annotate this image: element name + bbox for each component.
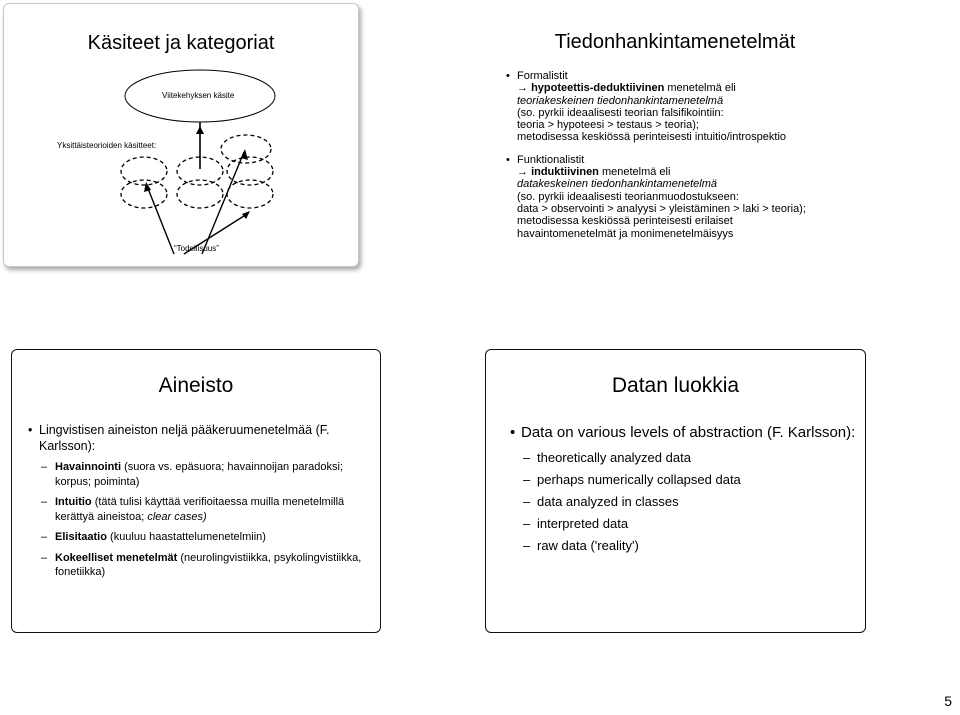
slide-methods <box>484 3 866 290</box>
method-name: induktiivinen <box>531 166 599 179</box>
dash-icon: – <box>523 450 531 465</box>
intro-text: Lingvistisen aineiston neljä pääkeruumenetelmää (F. Karlsson): <box>39 423 330 453</box>
list-item <box>26 530 376 545</box>
item-text: theoretically analyzed data <box>537 450 691 465</box>
dash-icon: – <box>523 472 531 487</box>
text-line: (so. pyrkii ideaalisesti teorianmuodostukseen: <box>517 190 739 203</box>
dash-icon: – <box>41 461 48 473</box>
list-item <box>26 495 376 524</box>
concept-ellipse-1 <box>121 157 167 185</box>
bullet-icon: • <box>506 70 510 82</box>
list-item <box>508 494 858 510</box>
item-bold: Intuitio <box>55 496 92 508</box>
list-item <box>508 472 858 488</box>
method-name: hypoteettis-deduktiivinen <box>531 82 665 95</box>
item-text: data analyzed in classes <box>537 494 679 509</box>
bullet-icon: • <box>28 423 33 437</box>
slide-body <box>26 422 376 580</box>
slide-title: Käsiteet ja kategoriat <box>87 32 275 54</box>
concept-ellipse-6 <box>177 180 223 208</box>
bullet-head: Formalistit <box>517 70 568 82</box>
arrow-reality-2 <box>147 186 174 254</box>
dash-icon: – <box>523 516 531 531</box>
text-line: havaintomenetelmät ja monimenetelmäisyys <box>517 227 734 240</box>
item-text: perhaps numerically collapsed data <box>537 472 741 487</box>
slide-title: Aineisto <box>158 374 234 397</box>
slide-concepts <box>3 3 359 267</box>
dash-icon: – <box>41 496 48 508</box>
item-rest: (kuuluu haastattelumenetelmiin) <box>106 531 266 543</box>
slide-body <box>508 424 858 554</box>
slide-data-classes <box>485 349 866 633</box>
method-rest: menetelmä eli <box>664 82 736 95</box>
item-rest: (neurolingvistiikka, psykolingvistiikka, fonetiikka) <box>55 551 362 578</box>
bullet-formalists <box>504 70 854 144</box>
bullet-intro <box>26 422 376 454</box>
list-item <box>508 538 858 554</box>
list-item <box>508 450 858 466</box>
text-line: (so. pyrkii ideaalisesti teorian falsifikointiin: <box>517 106 724 119</box>
dash-icon: – <box>41 551 48 564</box>
item-rest: (tätä tulisi käyttää verifioitaessa muilla menetelmillä kerättyä aineistoa; <box>55 496 345 523</box>
item-bold: Kokeelliset menetelmät <box>55 551 178 564</box>
item-bold: Havainnointi <box>55 461 122 473</box>
concept-ellipse-5 <box>121 180 167 208</box>
reality-label: “Todellisuus” <box>174 244 219 253</box>
list-item <box>26 551 376 580</box>
method-italic: datakeskeinen tiedonhankintamenetelmä <box>517 178 717 191</box>
slide-title: Tiedonhankintamenetelmät <box>554 31 796 53</box>
bullet-icon: • <box>506 153 510 166</box>
text-line: metodisessa keskiössä perinteisesti intuitio/introspektio <box>517 131 787 144</box>
item-text: interpreted data <box>537 516 629 531</box>
concept-ellipse-7 <box>227 180 273 208</box>
page-number: 5 <box>944 693 952 709</box>
slide-material <box>11 349 381 633</box>
slide-title: Datan luokkia <box>611 374 740 397</box>
list-item <box>26 460 376 489</box>
text-line: metodisessa keskiössä perinteisesti erilaiset <box>517 215 733 228</box>
bullet-head: Funktionalistit <box>517 153 585 166</box>
method-italic: teoriakeskeinen tiedonhankintamenetelmä <box>517 94 724 107</box>
arrow-icon: → <box>517 166 528 179</box>
text-line: teoria > hypoteesi > testaus > teoria); <box>517 119 699 132</box>
bullet-icon: • <box>510 424 516 441</box>
list-item <box>508 516 858 532</box>
frame-label: Viitekehyksen käsite <box>162 91 235 100</box>
single-concepts-label: Yksittäisteorioiden käsitteet: <box>57 141 157 150</box>
slide-body <box>504 70 854 240</box>
text-line: data > observointi > analyysi > yleistäminen > laki > teoria); <box>517 202 806 215</box>
item-rest: (suora vs. epäsuora; havainnoijan paradoksi; korpus; poiminta) <box>55 461 343 488</box>
item-italic: clear cases) <box>147 510 207 523</box>
intro-text: Data on various levels of abstraction (F. Karlsson): <box>521 424 856 441</box>
arrowhead <box>196 126 204 134</box>
bullet-functionalists <box>504 154 854 240</box>
bullet-intro <box>508 424 858 442</box>
method-rest: menetelmä eli <box>598 166 671 179</box>
dash-icon: – <box>523 538 531 553</box>
item-bold: Elisitaatio <box>55 531 107 543</box>
concept-diagram <box>4 4 359 267</box>
item-text: raw data ('reality') <box>537 538 639 553</box>
arrow-icon: → <box>517 82 528 95</box>
dash-icon: – <box>523 494 531 509</box>
dash-icon: – <box>41 531 48 543</box>
